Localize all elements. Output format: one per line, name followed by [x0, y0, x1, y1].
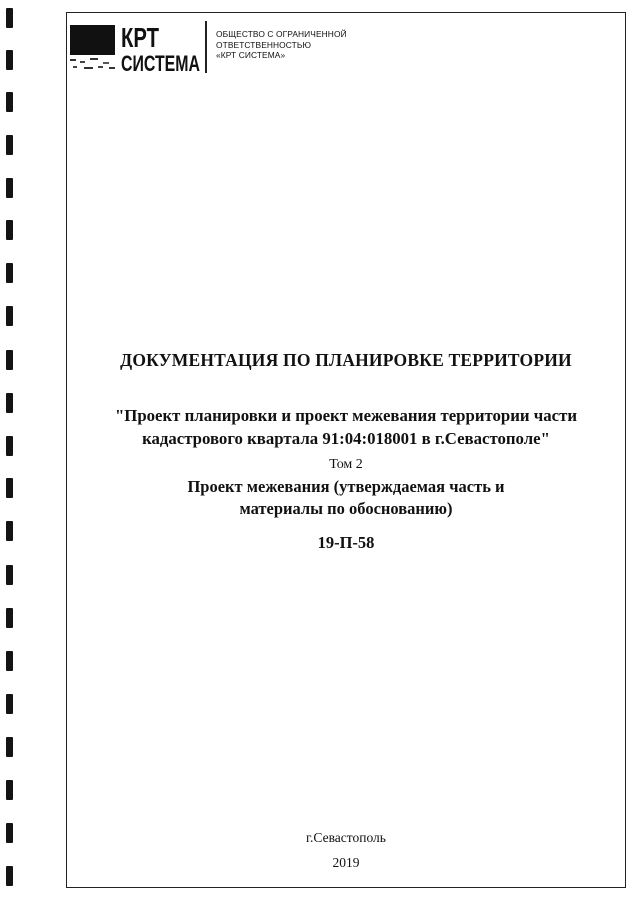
binding-hole	[6, 608, 13, 628]
binding-hole	[6, 866, 13, 886]
binding-hole	[6, 521, 13, 541]
org-line: ОТВЕТСТВЕННОСТЬЮ	[216, 39, 312, 50]
logo-text-bottom: СИСТЕМА	[121, 51, 201, 76]
binding-hole	[6, 50, 13, 70]
binding-hole	[6, 8, 13, 28]
org-line: «КРТ СИСТЕМА»	[216, 50, 286, 60]
logo-text-top: КРТ	[121, 22, 159, 53]
krt-logo	[70, 21, 201, 76]
binding-hole	[6, 220, 13, 240]
year: 2019	[332, 855, 360, 870]
binding-hole	[6, 478, 13, 498]
document-code: 19-П-58	[317, 533, 375, 552]
logo-block-icon	[70, 25, 115, 55]
project-title-line: "Проект планировки и проект межевания территории части	[114, 406, 578, 425]
binding-hole	[6, 350, 13, 370]
binding-hole	[6, 823, 13, 843]
project-title	[66, 404, 626, 450]
volume-name-line: материалы по обоснованию)	[239, 499, 453, 518]
binding-hole	[6, 135, 13, 155]
binding-hole	[6, 651, 13, 671]
city: г.Севастополь	[306, 830, 386, 845]
binding-hole	[6, 565, 13, 585]
project-title-line: кадастрового квартала 91:04:018001 в г.Севастополе"	[142, 429, 550, 448]
volume-number: Том 2	[329, 457, 363, 472]
binding-hole	[6, 737, 13, 757]
org-line: ОБЩЕСТВО С ОГРАНИЧЕННОЙ	[216, 29, 347, 39]
logo-divider	[205, 21, 207, 73]
binding-hole	[6, 306, 13, 326]
organization-name	[216, 29, 347, 61]
binding-holes	[0, 0, 30, 904]
binding-hole	[6, 694, 13, 714]
binding-hole	[6, 263, 13, 283]
binding-hole	[6, 92, 13, 112]
binding-hole	[6, 436, 13, 456]
document-title: ДОКУМЕНТАЦИЯ ПО ПЛАНИРОВКЕ ТЕРРИТОРИИ	[120, 350, 572, 370]
volume-name	[66, 476, 626, 520]
volume-name-line: Проект межевания (утверждаемая часть и	[187, 477, 505, 496]
page-frame	[66, 12, 626, 888]
binding-hole	[6, 780, 13, 800]
binding-hole	[6, 393, 13, 413]
binding-hole	[6, 178, 13, 198]
